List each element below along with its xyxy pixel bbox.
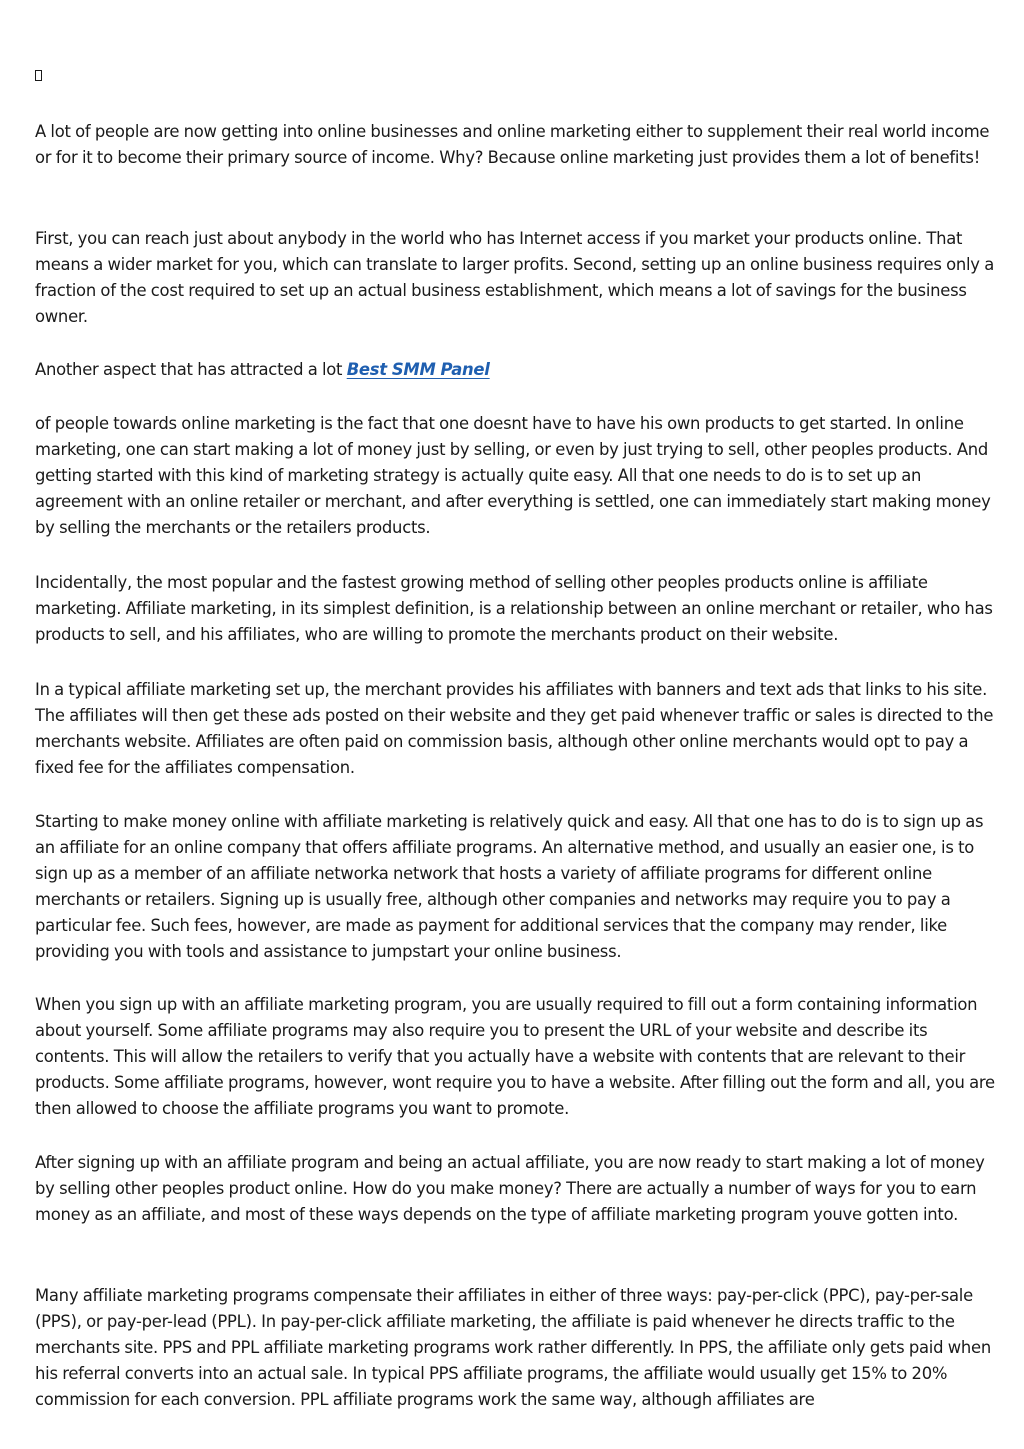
best-smm-panel-link[interactable]: Best SMM Panel [346, 360, 490, 379]
paragraph-typical-setup: In a typical affiliate marketing set up, the merchant provides his affiliates with banners and text ads that links to his site. The affiliates will then get these ads posted on their website and they get paid whenever traffic or sales is directed to the merchants website. Affiliates are often paid on commission basis, although other online merchants would opt to pay a fixed fee for the affiliates compensation. [35, 680, 994, 777]
paragraph-compensation: Many affiliate marketing programs compensate their affiliates in either of three ways: pay-per-click (PPC), pay-per-sale (PPS), or pay-per-lead (PPL). In pay-per-click affiliate marketing, the affiliate is paid whenever he directs traffic to the merchants site. PPS and PPL affiliate marketing programs work rather differently. In PPS, the affiliate only gets paid when his referral converts into an actual sale. In typical PPS affiliate programs, the affiliate would usually get 15% to 20% commission for each conversion. PPL affiliate programs work the same way, although affiliates are [35, 1286, 991, 1409]
paragraph-intro: A lot of people are now getting into online businesses and online marketing either to supplement their real world income or for it to become their primary source of income. Why? Because online marketing just provides them a lot of benefits! [35, 122, 990, 167]
missing-glyph-icon [35, 70, 42, 81]
paragraph-benefits: First, you can reach just about anybody in the world who has Internet access if you market your products online. That means a wider market for you, which can translate to larger profits. Second, setting up an online business requires only a fraction of the cost required to set up an actual business establishment, which means a lot of savings for the business owner. [35, 229, 994, 326]
paragraph-incidentally: Incidentally, the most popular and the fastest growing method of selling other peoples products online is affiliate marketing. Affiliate marketing, in its simplest definition, is a relationship between an online merchant or retailer, who has products to sell, and his affiliates, who are willing to promote the merchants product on their website. [35, 573, 993, 644]
paragraph-starting: Starting to make money online with affiliate marketing is relatively quick and easy. All that one has to do is to sign up as an affiliate for an online company that offers affiliate programs. An alternative method, and usually an easier one, is to sign up as a member of an affiliate networka network that hosts a variety of affiliate programs for different online merchants or retailers. Signing up is usually free, although other companies and networks may require you to pay a particular fee. Such fees, however, are made as payment for additional services that the company may render, like providing you with tools and assistance to jumpstart your online business. [35, 812, 984, 961]
paragraph-another-aspect [35, 357, 997, 383]
paragraph-after-signing: After signing up with an affiliate program and being an actual affiliate, you are now ready to start making a lot of money by selling other peoples product online. How do you make money? There are actually a number of ways for you to earn money as an affiliate, and most of these ways depends on the type of affiliate marketing program youve gotten into. [35, 1153, 985, 1224]
paragraph-another-aspect-text: Another aspect that has attracted a lot [35, 360, 343, 379]
paragraph-own-products: of people towards online marketing is the fact that one doesnt have to have his own products to get started. In online marketing, one can start making a lot of money just by selling, or even by just trying to sell, other peoples products. And getting started with this kind of marketing strategy is actually quite easy. All that one needs to do is to set up an agreement with an online retailer or merchant, and after everything is settled, one can immediately start making money by selling the merchants or the retailers products. [35, 414, 991, 537]
paragraph-sign-up: When you sign up with an affiliate marketing program, you are usually required to fill out a form containing information about yourself. Some affiliate programs may also require you to present the URL of your website and describe its contents. This will allow the retailers to verify that you actually have a website with contents that are relevant to their products. Some affiliate programs, however, wont require you to have a website. After filling out the form and all, you are then allowed to choose the affiliate programs you want to promote. [35, 995, 995, 1118]
